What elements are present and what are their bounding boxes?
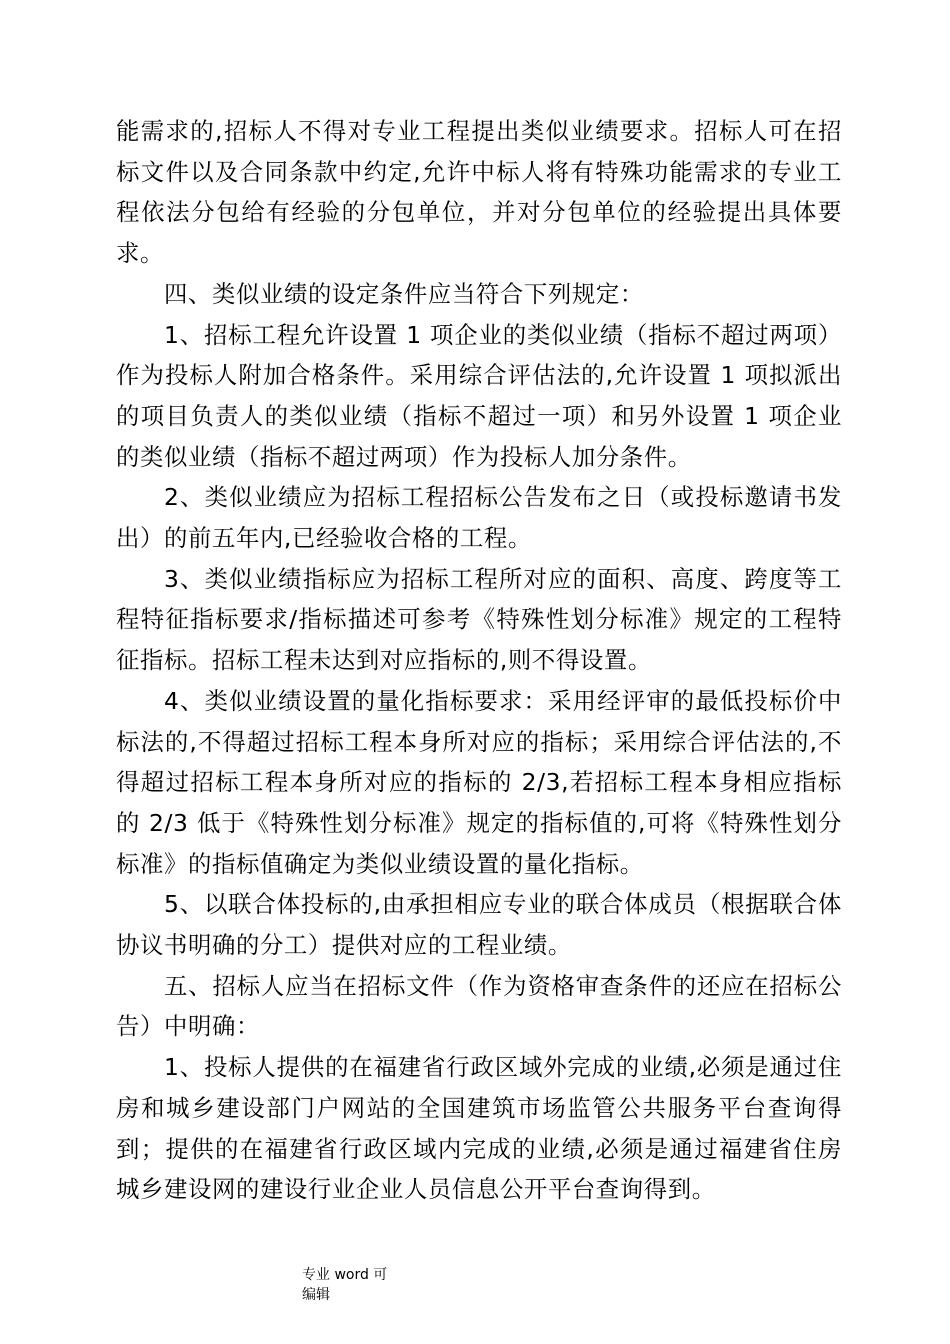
paragraph-item-5: 5、以联合体投标的,由承担相应专业的联合体成员（根据联合体协议书明确的分工）提供对应的工程业绩。: [116, 890, 842, 960]
paragraph-continuation: 能需求的,招标人不得对专业工程提出类似业绩要求。招标人可在招标文件以及合同条款中约定,允许中标人将有特殊功能需求的专业工程依法分包给有经验的分包单位，并对分包单位的经验提出具体要求。: [116, 117, 842, 268]
paragraph-item-2: 2、类似业绩应为招标工程招标公告发布之日（或投标邀请书发出）的前五年内,已经验收合格的工程。: [116, 483, 842, 553]
paragraph-section-four-heading: 四、类似业绩的设定条件应当符合下列规定：: [164, 279, 644, 308]
paragraph-item-1: 1、招标工程允许设置 1 项企业的类似业绩（指标不超过两项）作为投标人附加合格条件。采用综合评估法的,允许设置 1 项拟派出的项目负责人的类似业绩（指标不超过一项）和另外设置 1 项企业的类似业绩（指标不超过两项）作为投标人加分条件。: [116, 320, 842, 471]
paragraph-section-five-item-1: 1、投标人提供的在福建省行政区域外完成的业绩,必须是通过住房和城乡建设部门户网站的全国建筑市场监管公共服务平台查询得到；提供的在福建省行政区域内完成的业绩,必须是通过福建省住房城乡建设网的建设行业企业人员信息公开平台查询得到。: [116, 1053, 842, 1204]
paragraph-section-five-heading: 五、招标人应当在招标文件（作为资格审查条件的还应在招标公告）中明确：: [116, 971, 842, 1041]
footer-line-2: 编辑: [302, 1287, 330, 1303]
paragraph-item-3: 3、类似业绩指标应为招标工程所对应的面积、高度、跨度等工程特征指标要求/指标描述可参考《特殊性划分标准》规定的工程特征指标。招标工程未达到对应指标的,则不得设置。: [116, 564, 842, 675]
body-text: [116, 111, 842, 1210]
paragraph-item-4: 4、类似业绩设置的量化指标要求：采用经评审的最低投标价中标法的,不得超过招标工程本身所对应的指标；采用综合评估法的,不得超过招标工程本身所对应的指标的 2/3,若招标工程本身相应指标的 2/3 低于《特殊性划分标准》规定的指标值的,可将《特殊性划分标准》的指标值确定为类似业绩设置的量化指标。: [116, 686, 842, 878]
page-footer: [302, 1265, 387, 1305]
footer-line-1: 专业 word 可: [302, 1267, 388, 1283]
